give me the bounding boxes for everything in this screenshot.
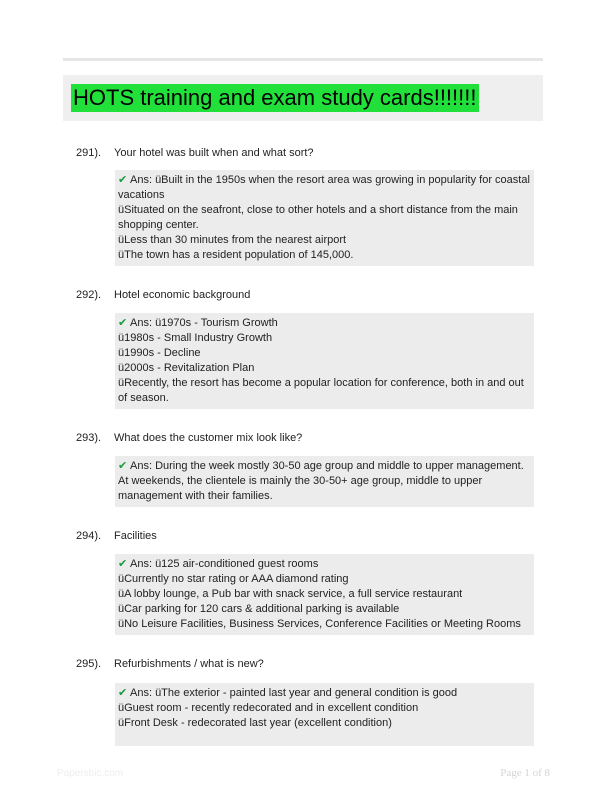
answer-box-295	[115, 683, 534, 746]
answer-text: Ans: During the week mostly 30-50 age group and middle to upper management. At weekends, the clientele is mainly the 30-50+ age group, middle to upper management with their families.	[118, 460, 524, 502]
check-icon: ✔	[118, 687, 128, 699]
question-text: What does the customer mix look like?	[114, 432, 303, 444]
answer-line	[118, 459, 531, 504]
check-icon: ✔	[118, 460, 128, 472]
question-text: Refurbishments / what is new?	[114, 658, 264, 670]
page-indicator: Page 1 of 8	[500, 767, 550, 779]
question-number: 295).	[76, 658, 102, 670]
answer-line: ü1980s - Small Industry Growth	[118, 332, 273, 344]
answer-line: üA lobby lounge, a Pub bar with snack service, a full service restaurant	[118, 588, 463, 600]
answer-line	[118, 173, 531, 203]
answer-box-293	[115, 456, 534, 507]
question-number: 293).	[76, 432, 102, 444]
answer-line: üCurrently no star rating or AAA diamond rating	[118, 573, 349, 585]
page-title: HOTS training and exam study cards!!!!!!!	[73, 85, 477, 110]
question-text: Your hotel was built when and what sort?	[114, 147, 314, 159]
answer-line: üThe town has a resident population of 145,000.	[118, 249, 354, 261]
answer-line: üLess than 30 minutes from the nearest airport	[118, 234, 347, 246]
answer-box-292	[115, 313, 534, 409]
question-text: Hotel economic background	[114, 289, 251, 301]
question-text: Facilities	[114, 530, 157, 542]
answer-line: üRecently, the resort has become a popular location for conference, both in and out of season.	[118, 377, 524, 404]
question-number: 294).	[76, 530, 102, 542]
answer-line: üSituated on the seafront, close to other hotels and a short distance from the main shopping center.	[118, 204, 518, 231]
top-divider	[63, 58, 543, 61]
check-icon: ✔	[118, 558, 128, 570]
answer-text: Ans: üThe exterior - painted last year and general condition is good	[130, 687, 458, 699]
check-icon: ✔	[118, 317, 128, 329]
answer-line: üGuest room - recently redecorated and in excellent condition	[118, 702, 419, 714]
answer-line	[118, 686, 531, 701]
check-icon: ✔	[118, 174, 128, 186]
question-number: 291).	[76, 147, 102, 159]
answer-line: üNo Leisure Facilities, Business Services, Conference Facilities or Meeting Rooms	[118, 618, 521, 630]
answer-line	[118, 316, 531, 331]
answer-box-291	[115, 170, 534, 266]
title-bar	[63, 75, 543, 121]
answer-box-294	[115, 554, 534, 635]
answer-text: Ans: üBuilt in the 1950s when the resort area was growing in popularity for coastal vacations	[118, 174, 530, 201]
answer-text: Ans: ü1970s - Tourism Growth	[130, 317, 278, 329]
answer-text: Ans: ü125 air-conditioned guest rooms	[130, 558, 319, 570]
question-number: 292).	[76, 289, 102, 301]
answer-line: üFront Desk - redecorated last year (excellent condition)	[118, 717, 392, 729]
answer-line: üCar parking for 120 cars & additional parking is available	[118, 603, 400, 615]
footer-watermark: Papersbic.com	[57, 768, 124, 779]
answer-line: ü1990s - Decline	[118, 347, 201, 359]
answer-line	[118, 557, 531, 572]
answer-line: ü2000s - Revitalization Plan	[118, 362, 255, 374]
